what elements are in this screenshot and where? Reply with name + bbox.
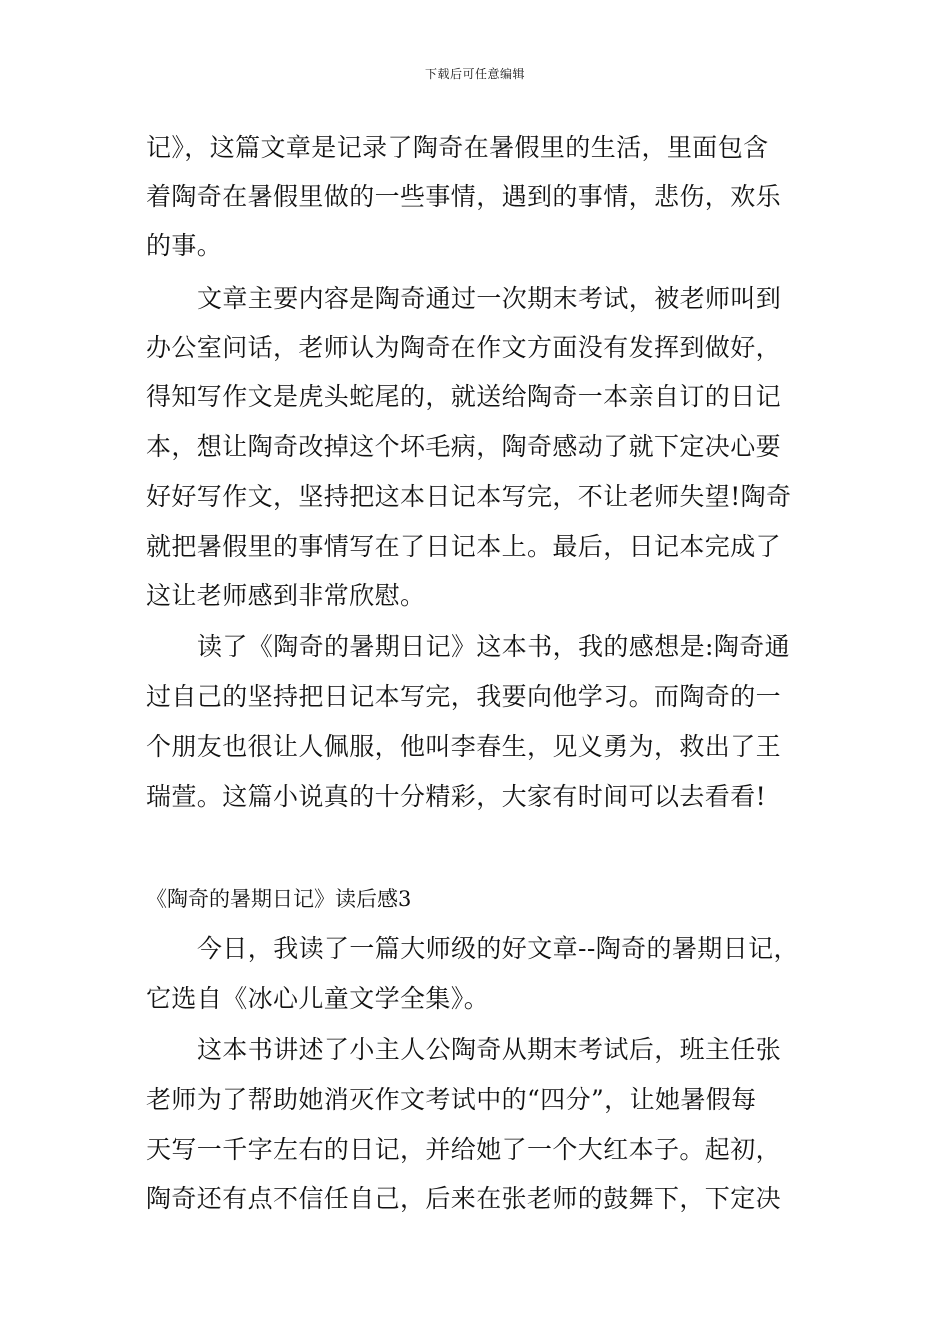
text-line: 这让老师感到非常欣慰。 — [146, 581, 426, 610]
text-line: 好好写作文，坚持把这本日记本写完，不让老师失望!陶奇 — [146, 482, 792, 511]
text-line: 的事。 — [146, 231, 223, 260]
text-line: 瑞萱。这篇小说真的十分精彩，大家有时间可以去看看! — [146, 782, 767, 811]
text-line: 陶奇还有点不信任自己，后来在张老师的鼓舞下，下定决 — [146, 1184, 782, 1213]
text-line: 得知写作文是虎头蛇尾的，就送给陶奇一本亲自订的日记 — [146, 382, 782, 411]
paragraph-start: 文章主要内容是陶奇通过一次期末考试，被老师叫到 — [197, 284, 782, 313]
text-line: 本，想让陶奇改掉这个坏毛病，陶奇感动了就下定决心要 — [146, 432, 782, 461]
paragraph-start: 读了《陶奇的暑期日记》这本书，我的感想是:陶奇通 — [197, 632, 791, 661]
text-line: 个朋友也很让人佩服，他叫李春生，见义勇为，救出了王 — [146, 732, 782, 761]
page-header: 下载后可任意编辑 — [424, 67, 525, 81]
section-heading: 《陶奇的暑期日记》读后感3 — [146, 887, 412, 911]
text-line: 老师为了帮助她消灭作文考试中的“四分”，让她暑假每 — [146, 1085, 757, 1114]
text-line: 它选自《冰心儿童文学全集》。 — [146, 984, 490, 1013]
text-line: 着陶奇在暑假里做的一些事情，遇到的事情，悲伤，欢乐 — [146, 182, 782, 211]
paragraph-start: 这本书讲述了小主人公陶奇从期末考试后，班主任张 — [197, 1035, 782, 1064]
text-line: 记》，这篇文章是记录了陶奇在暑假里的生活，里面包含 — [146, 133, 769, 162]
text-line: 办公室问话，老师认为陶奇在作文方面没有发挥到做好， — [146, 333, 782, 362]
text-line: 就把暑假里的事情写在了日记本上。最后，日记本完成了 — [146, 532, 782, 561]
text-line: 过自己的坚持把日记本写完，我要向他学习。而陶奇的一 — [146, 682, 782, 711]
paragraph-start: 今日，我读了一篇大师级的好文章--陶奇的暑期日记， — [197, 934, 799, 963]
text-line: 天写一千字左右的日记，并给她了一个大红本子。起初， — [146, 1135, 782, 1164]
